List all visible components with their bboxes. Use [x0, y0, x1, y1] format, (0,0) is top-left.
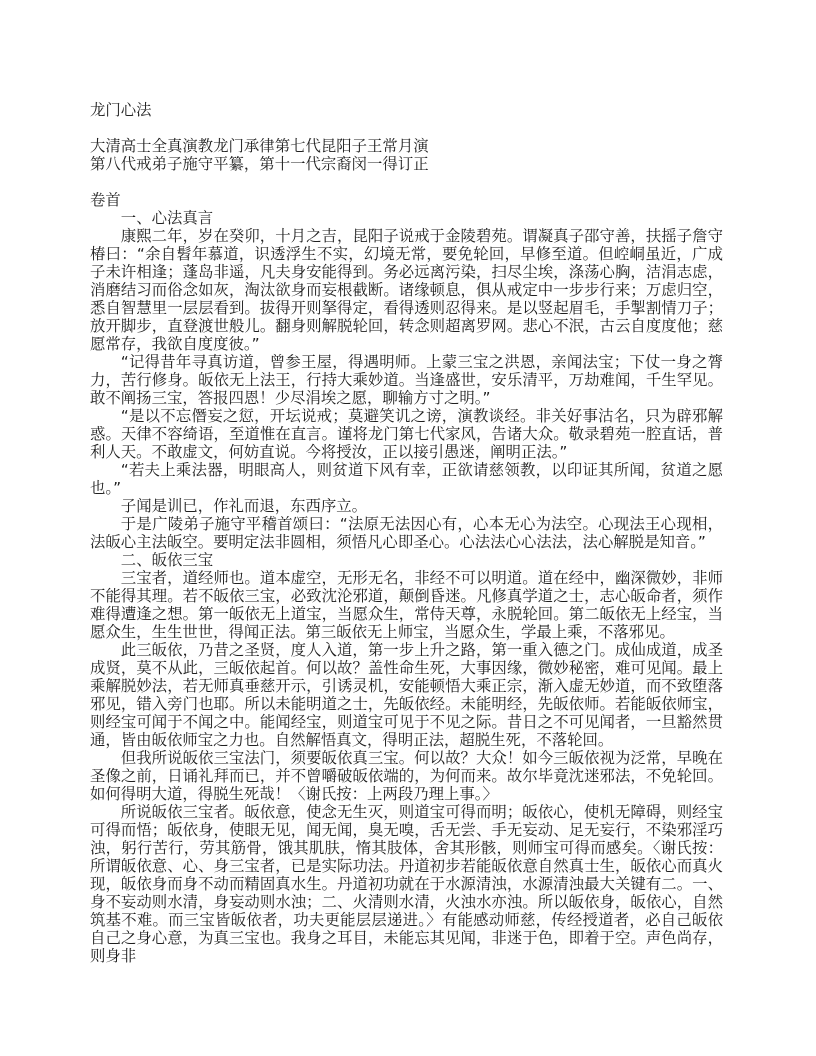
body-paragraph: “是以不忘僭妄之愆，开坛说戒；莫避笑讥之谤，演教谈经。非关好事沽名，只为辟邪解惑。天律不容绮语，至道惟在直言。谨将龙门第七代家风，告诸大众。敬录碧苑一腔直话，普利人天。不敢虚文，何妨直说。今将授汝，正以接引愚迷，阐明正法。”	[90, 407, 723, 461]
body-paragraph: 三宝者，道经师也。道本虚空，无形无名，非经不可以明道。道在经中，幽深微妙，非师不能得其理。若不皈依三宝，必致沈沦邪道，颠倒昏迷。凡修真学道之士，志心皈命者，须作难得遭逢之想。第一皈依无上道宝，当愿众生，常侍天尊，永脱轮回。第二皈依无上经宝，当愿众生，生生世世，得闻正法。第三皈依无上师宝，当愿众生，学最上乘，不落邪见。	[90, 569, 723, 641]
body-paragraph: 所说皈依三宝者。皈依意，使念无生灭，则道宝可得而明；皈依心，使机无障碍，则经宝可得而悟；皈依身，使眼无见，闻无闻，臭无嗅，舌无尝、手无妄动、足无妄行，不染邪淫巧浊，躬行苦行，劳其筋骨，饿其肌肤，惰其肢体，舍其形骸，则师宝可得而感矣。〈谢氏按：所谓皈依意、心、身三宝者，已是实际功法。丹道初步若能皈依意自然真士生，皈依心而真火现，皈依身而身不动而精固真水生。丹道初功就在于水源清浊，水源清浊最大关键有二。一、身不妄动则水清，身妄动则水浊；二、火清则水清，火浊水亦浊。所以皈依身，皈依心，自然筑基不难。而三宝皆皈依者，功夫更能层层递进。〉有能感动师慈，传经授道者，必自己皈依自己之身心意，为真三宝也。我身之耳目，未能忘其见闻，非迷于色，即着于空。声色尚存，则身非	[90, 803, 723, 965]
volume-header: 卷首	[90, 191, 121, 209]
body-paragraph: 子闻是训已，作礼而退，东西序立。	[120, 497, 368, 515]
body-paragraph: 此三皈依，乃昔之圣贤，度人入道，第一步上升之路，第一重入德之门。成仙成道，成圣成贤，莫不从此，三皈依起首。何以故？盖性命生死，大事因缘，微妙秘密，难可见闻。最上乘解脱妙法，若无师真垂慈开示，引诱灵机，安能顿悟大乘正宗，渐入虚无妙道，而不致堕落邪见，错入旁门也耶。所以未能明道之士，先皈依经。未能明经，先皈依师。若能皈依师宝，则经宝可闻于不闻之中。能闻经宝，则道宝可见于不见之际。昔日之不可见闻者，一旦豁然贯通，皆由皈依师宝之力也。自然解悟真文，得明正法，超脱生死，不落轮回。	[90, 641, 723, 749]
body-paragraph: 康熙二年，岁在癸卯，十月之吉，昆阳子说戒于金陵碧苑。谓凝真子邵守善，扶摇子詹守椿曰：“余自髫年慕道，识透浮生不实，幻境无常，要免轮回，早修至道。但崆峒虽近，广成子未许相逢；蓬岛非遥，凡夫身安能得到。务必远离污染，扫尽尘埃，涤荡心胸，洁涓志虑，消磨结习而俗念如灰，淘汰欲身而妄根截断。诸缘顿息，俱从戒定中一步步行来；万虑归空，悉自智慧里一层层看到。拔得开则拏得定，看得透则忍得来。是以竖起眉毛，手掣割情刀子；放开脚步，直登渡世般儿。翻身则解脱轮回，转念则超离罗网。悲心不泯，古云自度度他；慈愿常存，我欲自度度彼。”	[90, 227, 723, 353]
byline-line-1: 大清高士全真演教龙门承律第七代昆阳子王常月演	[90, 137, 429, 155]
sections-container	[90, 209, 723, 965]
body-paragraph: 但我所说皈依三宝法门，须要皈依真三宝。何以故？大众！如今三皈依视为泛常，早晚在圣像之前，日诵礼拜而已，并不曾嚼破皈依端的，为何而来。故尔毕竟沈迷邪法，不免轮回。如何得明大道，得脱生死哉！〈谢氏按：上两段乃理上事。〉	[90, 749, 723, 803]
byline-line-2: 第八代戒弟子施守平纂，第十一代宗裔闵一得订正	[90, 155, 429, 173]
document-body	[90, 101, 723, 965]
section-heading: 二、皈依三宝	[120, 551, 214, 569]
section-heading: 一、心法真言	[120, 209, 214, 227]
body-paragraph: “若夫上乘法器，明眼高人，则贫道下风有幸，正欲请慈领教，以印证其所闻，贫道之愿也。”	[90, 461, 723, 497]
body-paragraph: 于是广陵弟子施守平稽首颂曰：“法原无法因心有，心本无心为法空。心现法王心现相，法皈心主法皈空。要明定法非圆相，须悟凡心即圣心。心法法心心法法，法心解脱是知音。”	[90, 515, 723, 551]
byline	[90, 137, 723, 173]
body-paragraph: “记得昔年寻真访道，曾参王屋，得遇明师。上蒙三宝之洪恩，亲闻法宝；下仗一身之膂力，苦行修身。皈依无上法王，行持大乘妙道。当逢盛世，安乐清平，万劫难闻，千生罕见。敢不阐扬三宝，答报四恩！少尽涓埃之愿，聊输方寸之明。”	[90, 353, 723, 407]
page-title: 龙门心法	[90, 101, 152, 119]
